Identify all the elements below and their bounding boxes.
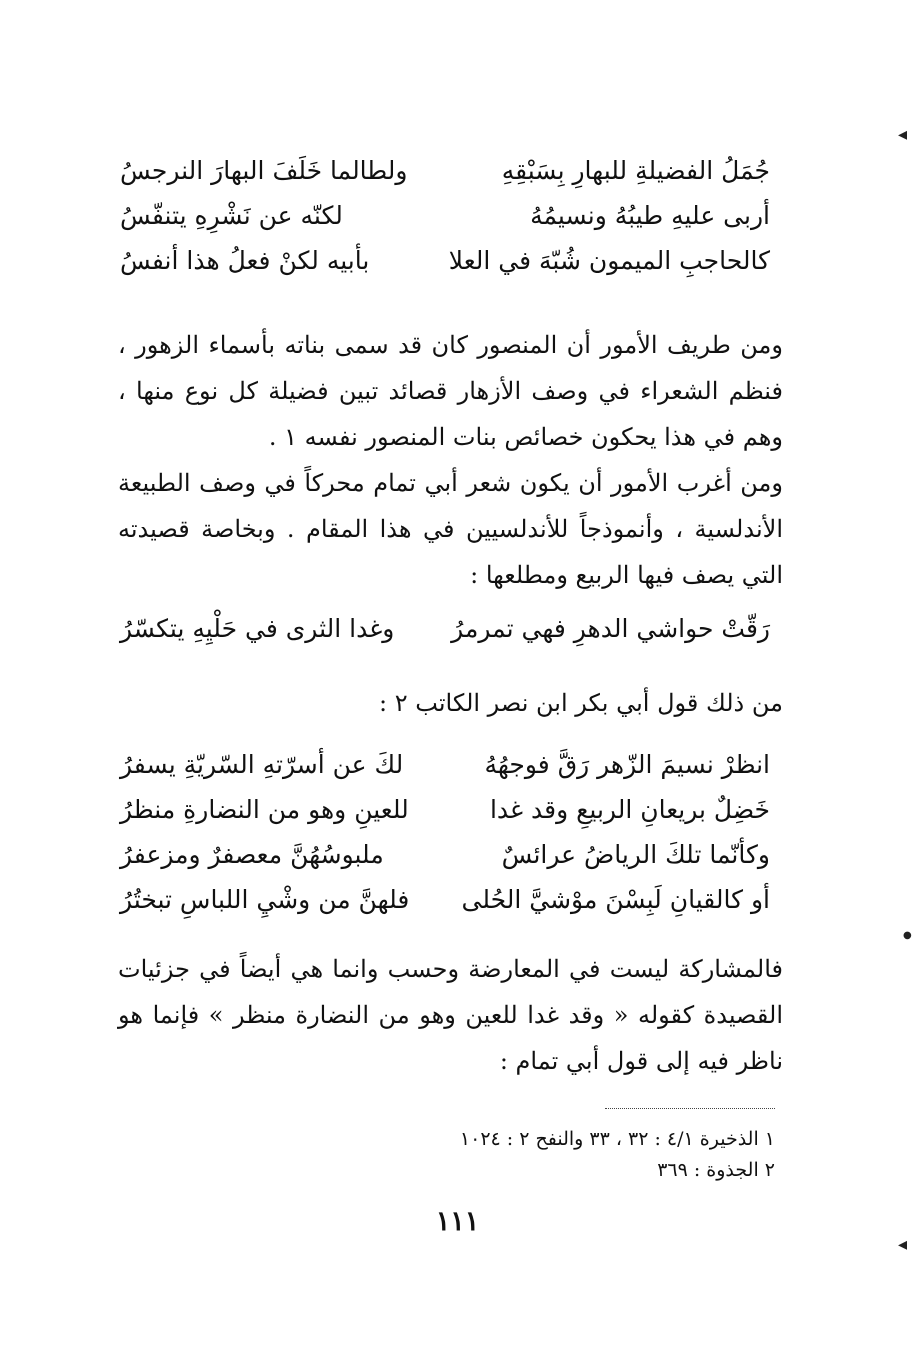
verse-line [120, 832, 770, 877]
verse-first-hemistich: خَضِلٌ بريعانِ الربيعِ وقد غدا [489, 795, 770, 824]
footnote-separator [605, 1108, 775, 1109]
verse-line [120, 193, 770, 238]
paragraph [118, 460, 783, 598]
verse-line [120, 238, 770, 283]
verse-first-hemistich: كالحاجبِ الميمون شُبّهَ في العلا [448, 246, 770, 275]
footnote: ٢ الجذوة : ٣٦٩ [657, 1159, 775, 1181]
verse-line [120, 606, 770, 651]
scan-speck-mark: ● [903, 930, 912, 941]
intro-line [118, 680, 783, 726]
paragraph-text: فالمشاركة ليست في المعارضة وحسب وانما هي أيضاً في جزئيات القصيدة كقوله « وقد غدا للعين وهو من النضارة منظر » فإنما هو ناظر فيه إلى قول أبي تمام : [118, 955, 783, 1075]
intro-line-text: من ذلك قول أبي بكر ابن نصر الكاتب ٢ : [379, 689, 783, 717]
footnotes [175, 1124, 775, 1186]
footnote: ١ الذخيرة ٤/١ : ٣٢ ، ٣٣ والنفح ٢ : ١٠٢٤ [459, 1128, 775, 1150]
scan-speck-mark: ◂ [898, 124, 908, 145]
verse-line [120, 742, 770, 787]
verse-line [120, 787, 770, 832]
scan-speck-mark: ◂ [898, 1234, 908, 1255]
verse-line [120, 877, 770, 922]
paragraph-text: ومن طريف الأمور أن المنصور كان قد سمى بناته بأسماء الزهور ، فنظم الشعراء في وصف الأزهار قصائد تبين فضيلة كل نوع منها ، وهم في هذا يحكون خصائص بنات المنصور نفسه ١ . [118, 331, 783, 451]
verse-second-hemistich: لكنّه عن نَشْرِهِ يتنفّسُ [120, 201, 343, 230]
verse-first-hemistich: أربى عليهِ طيبُهُ ونسيمُهُ [530, 201, 770, 230]
verse-group-1 [120, 148, 770, 283]
paragraph-text: ومن أغرب الأمور أن يكون شعر أبي تمام محركاً في وصف الطبيعة الأندلسية ، وأنموذجاً للأندلسيين في هذا المقام . وبخاصة قصيدته التي يصف فيها الربيع ومطلعها : [118, 469, 783, 589]
verse-group-2 [120, 742, 770, 922]
verse-first-hemistich: أو كالقيانِ لَبِسْنَ موْشيَّ الحُلى [461, 885, 770, 914]
paragraph [118, 322, 783, 460]
paragraph [118, 946, 783, 1084]
verse-first-hemistich: جُمَلُ الفضيلةِ للبهارِ بِسَبْقِهِ [501, 156, 770, 185]
verse-second-hemistich: للعينِ وهو من النضارةِ منظرُ [120, 795, 409, 824]
verse-second-hemistich: لكَ عن أسرّتهِ السّريّةِ يسفرُ [120, 750, 404, 779]
verse-second-hemistich: بأبيه لكنْ فعلُ هذا أنفسُ [120, 246, 370, 275]
verse-second-hemistich: ملبوسُهُنَّ معصفرٌ ومزعفرُ [120, 840, 384, 869]
verse-second-hemistich: وغدا الثرى في حَلْيِهِ يتكسّرُ [120, 614, 395, 643]
verse-single [120, 606, 770, 651]
verse-first-hemistich: رَقّتْ حواشي الدهرِ فهي تمرمرُ [451, 614, 770, 643]
verse-first-hemistich: انظرْ نسيمَ الزّهر رَقَّ فوجهُهُ [484, 750, 770, 779]
page-number: ١١١ [435, 1206, 480, 1237]
verse-second-hemistich: ولطالما خَلَفَ البهارَ النرجسُ [120, 156, 408, 185]
verse-second-hemistich: فلهنَّ من وشْيِ اللباسِ تبختُرُ [120, 885, 410, 914]
verse-line [120, 148, 770, 193]
verse-first-hemistich: وكأنّما تلكَ الرياضُ عرائسٌ [501, 840, 770, 869]
